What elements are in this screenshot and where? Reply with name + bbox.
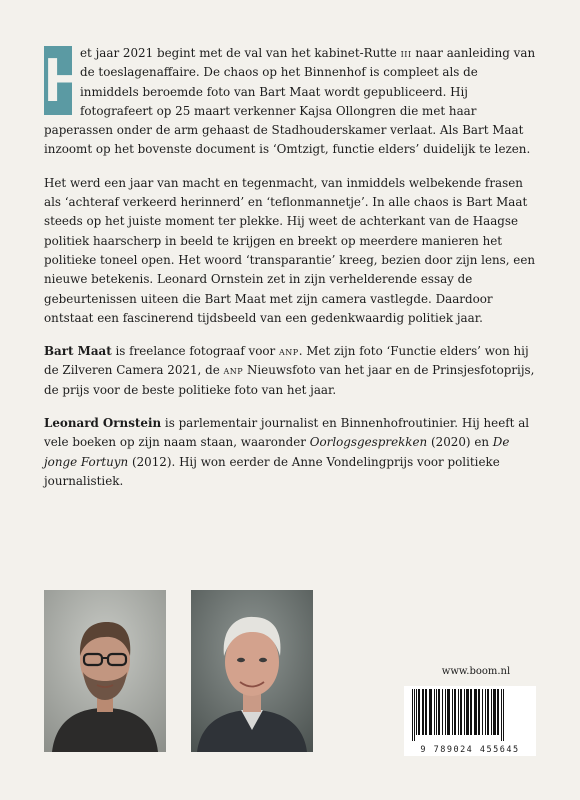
author-bio: Leonard Ornstein is parlementair journalist en Binnenhofroutinier. Hij heeft al vele boeken op zijn naam staan, waaronder Oorlogsgesprekken (2020) en De jonge Fortuyn (2012). Hij won eerder de Anne Vondelingprijs voor politieke journalistiek. <box>44 416 530 488</box>
photographer-bio: Bart Maat is freelance fotograaf voor anp. Met zijn foto ‘Functie elders’ won hij de Zilveren Camera 2021, de anp Nieuwsfoto van het jaar en de Prinsjesfotoprijs, de prijs voor de beste politieke foto van het jaar. <box>44 344 535 397</box>
author-name: Leonard Ornstein <box>44 416 162 431</box>
book-title: Oorlogsgesprekken <box>309 435 428 450</box>
isbn-barcode <box>404 686 536 756</box>
isbn-number: 9 789024 455645 <box>420 745 520 755</box>
drop-cap: H <box>44 46 89 115</box>
intro-paragraph: H et jaar 2021 begint met de val van het kabinet-Rutte iii naar aanleiding van de toeslagenaffaire. De chaos op het Binnenhof is compleet als de inmiddels beroemde foto van Bart Maat wordt gepubliceerd. Hij fotografeert op 25 maart verkenner Kajsa Ollongren die met haar paperassen onder de arm gehaast de Stadhouderskamer verlaat. Als Bart Maat inzoomt op het bovenste document is ‘Omtzigt, functie elders’ duidelijk te lezen. <box>44 46 536 157</box>
publisher-website: www.boom.nl <box>441 666 511 677</box>
barcode-bars <box>404 686 536 744</box>
description-paragraph: Het werd een jaar van macht en tegenmacht, van inmiddels welbekende frasen als ‘achteraf verkeerd herinnerd’ en ‘teflonmannetje’. In alle chaos is Bart Maat steeds op het juiste moment ter plekke. Hij weet de achterkant van de Haagse politiek haarscherp in beeld te krijgen en breekt op meerdere manieren het politieke toneel open. Het woord ‘transparantie’ kreeg, bezien door zijn lens, een nieuwe betekenis. Leonard Ornstein zet in zijn verhelderende essay de gebeurtenissen uiteen die Bart Maat met zijn camera vastlegde. Daardoor ontstaat een fascinerend tijdsbeeld van een gedenkwaardig politiek jaar. <box>44 175 536 325</box>
book-title: De jonge Fortuyn <box>44 435 510 469</box>
photographer-name: Bart Maat <box>44 344 112 359</box>
author-photo <box>44 590 166 752</box>
blurb-text <box>44 44 537 505</box>
photographer-photo <box>191 590 313 752</box>
